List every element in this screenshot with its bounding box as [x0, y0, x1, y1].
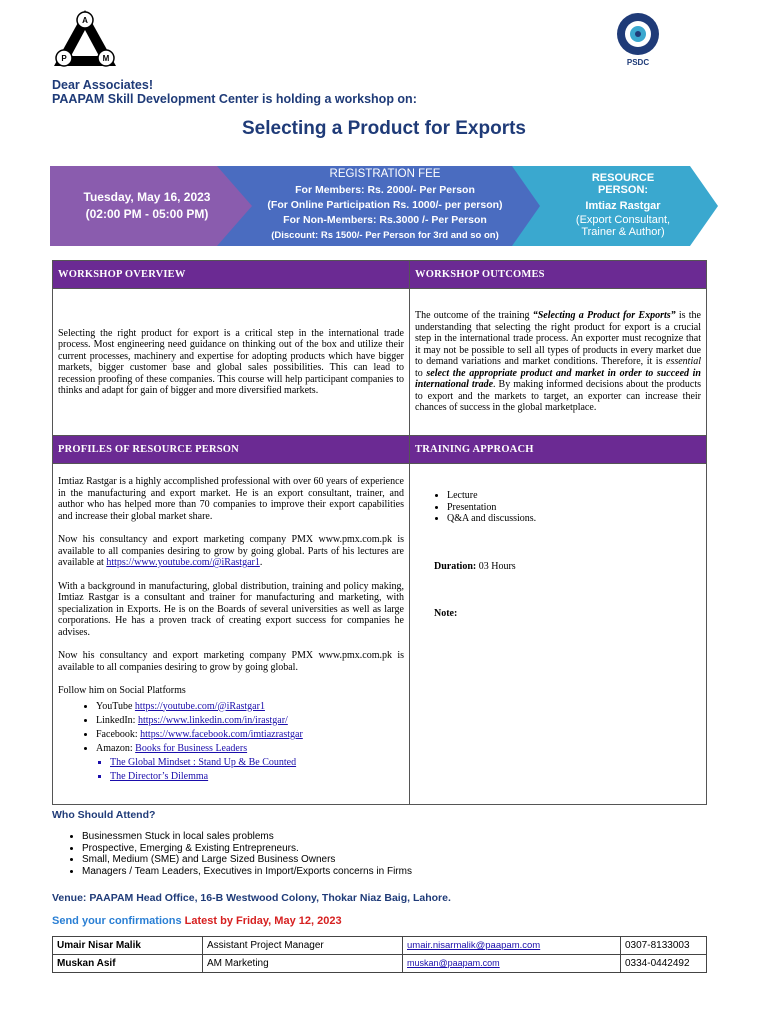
profile-para-4: Now his consultancy and export marketing company PMX www.pmx.com.pk is available to all companies desiring to grow by going global.	[58, 650, 404, 673]
facebook-link[interactable]: https://www.facebook.com/imtiazrastgar	[140, 728, 303, 740]
note-label: Note:	[434, 608, 458, 619]
profile-heading: PROFILES OF RESOURCE PERSON	[53, 436, 410, 464]
social-facebook: • Facebook: https://www.facebook.com/imtiazrastgar	[96, 728, 404, 742]
approach-cell	[410, 464, 707, 805]
audience-item: • Managers / Team Leaders, Executives in Import/Exports concerns in Firms	[82, 866, 412, 878]
duration: Duration: 03 Hours	[434, 560, 516, 572]
fee-online: (For Online Participation Rs. 1000/- per person)	[267, 199, 503, 211]
amazon-link[interactable]: Books for Business Leaders	[135, 742, 248, 754]
fee-discount: (Discount: Rs 1500/- Per Person for 3rd and so on)	[271, 230, 499, 241]
audience-item: • Small, Medium (SME) and Large Sized Business Owners	[82, 854, 412, 866]
overview-text: Selecting the right product for export is a critical step in the international trade process. Most engineering need guidance on thinking out of the box and utilize their current processes, machinery and expertise for adopting products which have bigger markets, bigger customer base and global sales possibilities. This can lead to recession proofing of these companies. This course will help participant companies to thinks and adapt for gain of bigger and more diversified markets.	[58, 327, 404, 396]
contact-name: Umair Nisar Malik	[53, 937, 203, 955]
svg-text:A: A	[82, 16, 88, 25]
approach-list	[415, 490, 701, 525]
contact-email[interactable]: muskan@paapam.com	[407, 958, 500, 968]
social-list	[58, 700, 404, 756]
approach-item: • Q&A and discussions.	[447, 513, 701, 525]
svg-text:P: P	[61, 54, 67, 63]
who-should-attend-heading: Who Should Attend?	[52, 809, 156, 821]
youtube-link[interactable]: https://youtube.com/@iRastgar1	[134, 700, 265, 712]
overview-heading: WORKSHOP OVERVIEW	[53, 261, 410, 289]
contact-phone: 0334-0442492	[621, 955, 707, 973]
contact-email[interactable]: umair.nisarmalik@paapam.com	[407, 940, 541, 951]
social-amazon: • Amazon: Books for Business Leaders	[96, 742, 404, 756]
books-list	[58, 756, 404, 784]
approach-item: • Lecture	[447, 490, 701, 502]
greeting: Dear Associates!	[52, 78, 153, 92]
profile-para-3: With a background in manufacturing, global distribution, training and policy making, Imtiaz Rastgar is a consultant and trainer for manufacturing and marketing, with specialization in Exports. He is on the Boards of several universities as well as large corporations. He has a proven track of creating export success for companies he advises.	[58, 580, 404, 638]
outcomes-heading: WORKSHOP OUTCOMES	[410, 261, 707, 289]
intro-line: PAAPAM Skill Development Center is holding a workshop on:	[52, 92, 417, 106]
approach-heading: TRAINING APPROACH	[410, 436, 707, 464]
overview-cell	[53, 289, 410, 436]
book-item-2	[110, 770, 404, 784]
contact-role: AM Marketing	[203, 955, 403, 973]
contact-row	[53, 937, 707, 955]
svg-text:PSDC: PSDC	[626, 58, 650, 67]
contact-name: Muskan Asif	[53, 955, 203, 973]
workshop-date: Tuesday, May 16, 2023 (02:00 PM - 05:00 PM)	[83, 190, 211, 221]
profile-para-2: Now his consultancy and export marketing company PMX www.pmx.com.pk is available to all companies desiring to grow by going global. Parts of his lectures are available at https://www.youtube.com/@iRastgar1.	[58, 534, 404, 568]
psdc-logo	[608, 10, 668, 70]
outcomes-cell	[410, 289, 707, 436]
audience-item: • Businessmen Stuck in local sales problems	[82, 831, 412, 843]
approach-item: • Presentation	[447, 502, 701, 514]
workshop-details-table	[52, 260, 707, 805]
book-link-1[interactable]: The Global Mindset : Stand Up & Be Counted	[110, 756, 297, 768]
contact-email-cell	[403, 955, 621, 973]
resource-role: (Export Consultant, Trainer & Author)	[575, 214, 671, 238]
profile-para-1: Imtiaz Rastgar is a highly accomplished professional with over 60 years of experience in the manufacturing and export market. He is an export consultant, trainer, and author who has helped more than 70 companies to improve their export capabilities and increase their global market share.	[58, 476, 404, 522]
contact-email-cell	[403, 937, 621, 955]
youtube-lectures-link[interactable]: https://www.youtube.com/@iRastgar1	[106, 557, 260, 568]
resource-name: Imtiaz Rastgar	[585, 200, 661, 212]
social-linkedin: • LinkedIn: https://www.linkedin.com/in/irastgar/	[96, 714, 404, 728]
follow-heading: Follow him on Social Platforms	[58, 685, 186, 696]
contact-role: Assistant Project Manager	[203, 937, 403, 955]
outcomes-text: The outcome of the training “Selecting a Product for Exports” is the understanding that selecting the right product for export is a crucial step in the international trade process. An exporter must recognize that it may not be possible to sell all types of products in every market due to demand variations and market conditions. Therefore, it is essential to select the appropriate product and market in order to succeed in international trade. By making informed decisions about the products to export and the markets to target, an exporter can increase their chances of success in the global marketplace.	[415, 310, 701, 414]
book-item-1	[110, 756, 404, 770]
linkedin-link[interactable]: https://www.linkedin.com/in/irastgar/	[137, 714, 288, 726]
contact-phone: 0307-8133003	[621, 937, 707, 955]
audience-list	[52, 831, 412, 877]
social-youtube: • YouTube https://youtube.com/@iRastgar1	[96, 700, 404, 714]
audience-item: • Prospective, Emerging & Existing Entrepreneurs.	[82, 843, 412, 855]
resource-title: RESOURCE PERSON:	[591, 172, 655, 196]
fee-title: REGISTRATION FEE	[329, 168, 441, 180]
contacts-table	[52, 936, 707, 973]
fee-non-members: For Non-Members: Rs.3000 /- Per Person	[283, 214, 487, 226]
book-link-2[interactable]: The Director’s Dilemma	[110, 770, 209, 782]
page-title: Selecting a Product for Exports	[242, 118, 526, 139]
confirmation-line: Send your confirmations Latest by Friday, May 12, 2023	[52, 915, 342, 927]
contact-row	[53, 955, 707, 973]
svg-text:M: M	[102, 54, 110, 63]
paapam-logo	[52, 8, 118, 74]
profile-cell	[53, 464, 410, 805]
venue-line: Venue: PAAPAM Head Office, 16-B Westwood Colony, Thokar Niaz Baig, Lahore.	[52, 892, 451, 904]
fee-members: For Members: Rs. 2000/- Per Person	[295, 184, 475, 196]
